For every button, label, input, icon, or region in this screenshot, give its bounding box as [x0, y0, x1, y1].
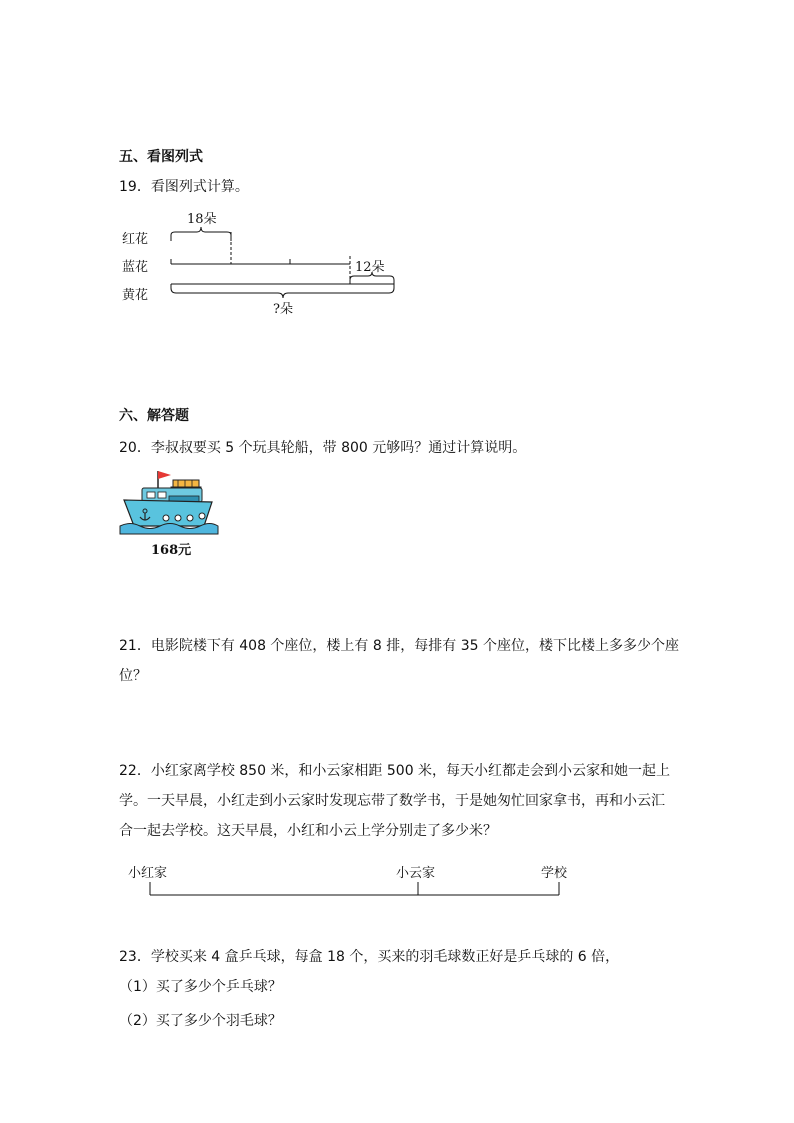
section6-heading: 六、解答题	[119, 408, 189, 424]
red-brace	[171, 227, 231, 241]
question-23-text: 23．学校买来 4 盒乒乓球，每盒 18 个，买来的羽毛球数正好是乒乓球的 6 倍，	[119, 949, 620, 965]
question-21-line2: 位？	[119, 668, 147, 684]
total-brace	[171, 288, 394, 298]
section5-heading: 五、看图列式	[119, 149, 203, 165]
toy-ship-picture	[118, 468, 218, 538]
friend-point-label: 小云家	[396, 866, 436, 881]
question-21-line1: 21．电影院楼下有 408 个座位，楼上有 8 排，每排有 35 个座位，楼下比楼上多多少个座	[119, 638, 679, 654]
red-flower-label: 红花	[122, 232, 149, 247]
extra-amount-label: 12朵	[355, 260, 385, 275]
question-19-text: 19．看图列式计算。	[119, 179, 249, 195]
question-22-line1: 22．小红家离学校 850 米，和小云家相距 500 米，每天小红都走会到小云家和她一起上	[119, 763, 671, 779]
yellow-flower-label: 黄花	[122, 288, 149, 303]
home-point-label: 小红家	[128, 866, 168, 881]
question-23-sub2: （2）买了多少个羽毛球？	[119, 1013, 282, 1029]
question-23-sub1: （1）买了多少个乒乓球？	[119, 979, 282, 995]
red-amount-label: 18朵	[187, 212, 217, 227]
question-22-line2: 学。一天早晨，小红走到小云家时发现忘带了数学书，于是她匆忙回家拿书，再和小云汇	[119, 793, 665, 809]
blue-flower-label: 蓝花	[122, 260, 149, 275]
question-22-line3: 合一起去学校。这天早晨，小红和小云上学分别走了多少米？	[119, 823, 497, 839]
question-20-text: 20．李叔叔要买 5 个玩具轮船，带 800 元够吗？通过计算说明。	[119, 440, 527, 456]
extra-brace	[350, 272, 394, 284]
unknown-amount-label: ?朵	[273, 302, 293, 317]
school-point-label: 学校	[541, 866, 568, 881]
ship-price-label: 168元	[151, 543, 192, 558]
